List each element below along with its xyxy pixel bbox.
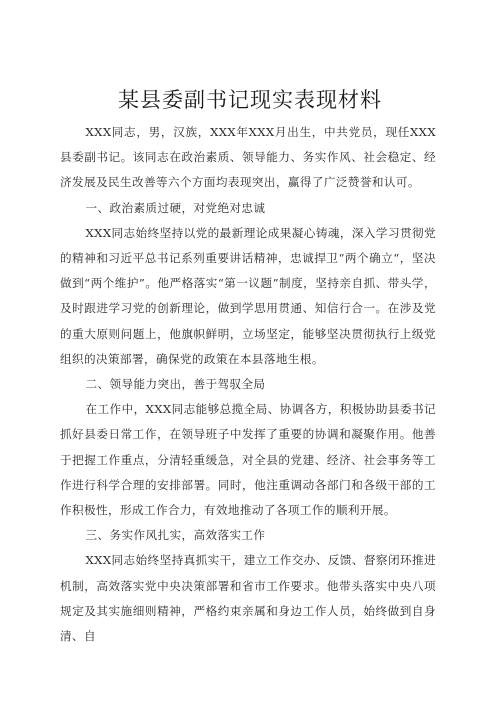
section-heading-3: 三、务实作风扎实，高效落实工作 — [85, 528, 266, 543]
document-body — [60, 120, 436, 649]
section-heading-1: 一、政治素质过硬，对党绝对忠诚 — [85, 200, 266, 215]
section-heading-2: 二、领导能力突出，善于驾驭全局 — [85, 377, 266, 392]
document-title: 某县委副书记现实表现材料 — [118, 88, 382, 112]
section-paragraph-1: XXX同志始终坚持以党的最新理论成果凝心铸魂，深入学习贯彻党的精神和习近平总书记系列重要讲话精神，忠诚捍卫“两个确立“，坚决做到“两个维护”。他严格落实“第一议题”制度，坚持亲自抓、带头学，及时跟进学习党的创新理论，做到学思用贯通、知信行合一。在涉及党的重大原则问题上，他旗帜鲜明，立场坚定，能够坚决贯彻执行上级党组织的决策部署，确保党的政策在本县落地生根。 — [60, 225, 436, 366]
section-paragraph-3: XXX同志始终坚持真抓实干，建立工作交办、反馈、督察闭环推进机制，高效落实党中央决策部署和省市工作要求。他带头落实中央八项规定及其实施细则精神，严格约束亲属和身边工作人员，始终做到自身清、自 — [60, 553, 436, 644]
intro-paragraph: XXX同志，男，汉族，XXX年XXX月出生，中共党员，现任XXX县委副书记。该同志在政治素质、领导能力、务实作风、社会稳定、经济发展及民生改善等六个方面均表现突出，赢得了广泛赞誉和认可。 — [60, 125, 436, 190]
section-paragraph-2: 在工作中，XXX同志能够总揽全局、协调各方，积极协助县委书记抓好县委日常工作，在领导班子中发挥了重要的协调和凝聚作用。他善于把握工作重点，分清轻重缓急，对全县的党建、经济、社会事务等工作进行科学合理的安排部署。同时，他注重调动各部门和各级干部的工作积极性，形成工作合力，有效地推动了各项工作的顺利开展。 — [60, 402, 436, 518]
